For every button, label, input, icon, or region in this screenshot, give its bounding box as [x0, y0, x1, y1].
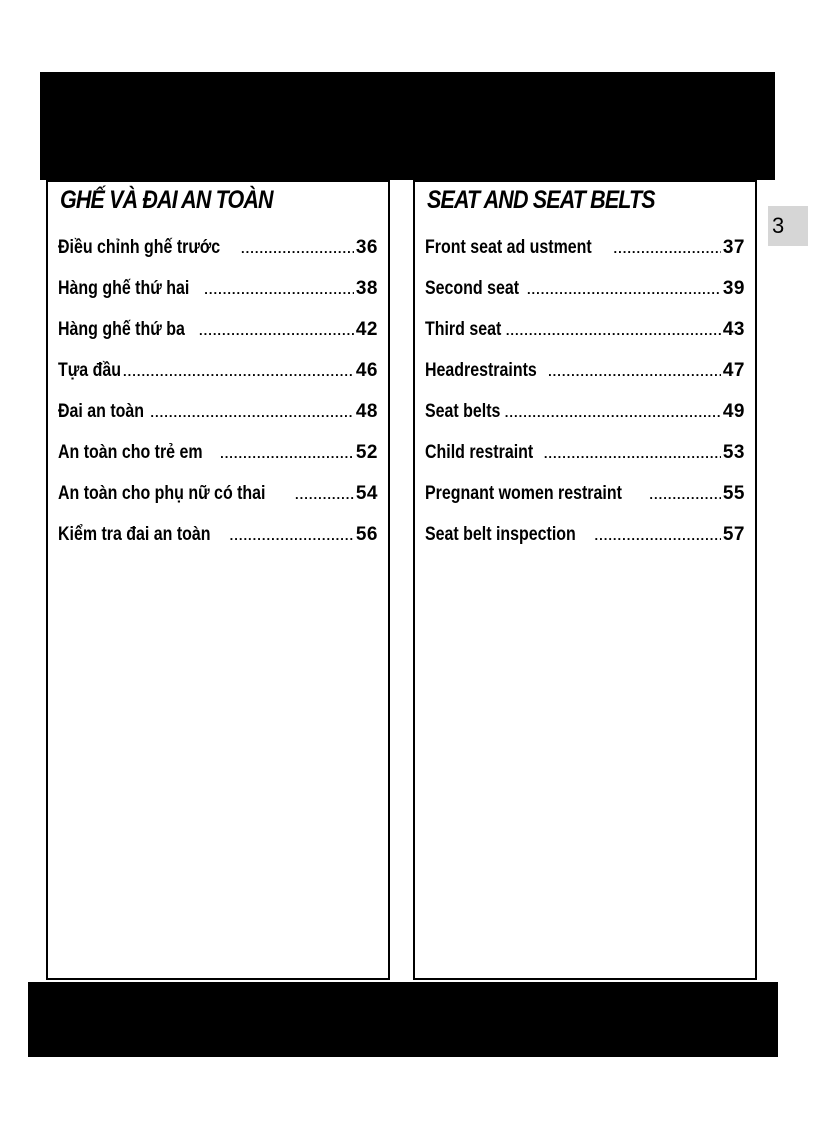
toc-entry[interactable]: [48, 483, 388, 524]
toc-leader-dots: [594, 528, 720, 543]
toc-entry-page: 55: [722, 483, 745, 504]
toc-entry-page: 43: [722, 319, 745, 340]
toc-entry-page: 48: [355, 401, 378, 422]
toc-entry[interactable]: [415, 524, 755, 565]
footer-bar: [28, 982, 778, 1057]
toc-leader-dots: [506, 323, 721, 338]
toc-entry-label: Seat belt inspection: [425, 524, 576, 545]
toc-leader-dots: [230, 528, 354, 543]
column-header-block: [48, 102, 388, 182]
toc-entry[interactable]: [415, 237, 755, 278]
toc-entry-page: 53: [722, 442, 745, 463]
toc-entry-label: An toàn cho phụ nữ có thai: [58, 483, 266, 504]
toc-entry-label: Kiểm tra đai an toàn: [58, 524, 211, 545]
toc-column-english: [413, 100, 757, 980]
toc-entry[interactable]: [415, 483, 755, 524]
toc-entry[interactable]: [415, 278, 755, 319]
toc-column-vietnamese: [46, 100, 390, 980]
toc-entry-label: Headrestraints: [425, 360, 537, 381]
toc-entry-page: 54: [355, 483, 378, 504]
toc-entry-label: Child restraint: [425, 442, 534, 463]
toc-leader-dots: [649, 487, 720, 502]
toc-list-english: [415, 237, 755, 565]
toc-entry-page: 39: [722, 278, 745, 299]
toc-entry[interactable]: [48, 278, 388, 319]
toc-leader-dots: [295, 487, 354, 502]
toc-leader-dots: [150, 405, 353, 420]
toc-entry-page: 37: [722, 237, 745, 258]
toc-leader-dots: [241, 241, 354, 256]
toc-entry-label: Second seat: [425, 278, 520, 299]
toc-entry[interactable]: [415, 442, 755, 483]
toc-entry-page: 56: [355, 524, 378, 545]
toc-entry[interactable]: [48, 319, 388, 360]
toc-entry-page: 38: [355, 278, 378, 299]
toc-entry-page: 42: [355, 319, 378, 340]
toc-leader-dots: [199, 323, 354, 338]
toc-entry-label: An toàn cho trẻ em: [58, 442, 203, 463]
toc-entry[interactable]: [415, 360, 755, 401]
toc-entry[interactable]: [48, 237, 388, 278]
toc-list-vietnamese: [48, 237, 388, 565]
toc-entry[interactable]: [415, 401, 755, 442]
toc-leader-dots: [527, 282, 721, 297]
section-title-vietnamese: GHẾ VÀ ĐAI AN TOÀN: [60, 186, 273, 214]
chapter-tab: 3: [768, 206, 808, 246]
toc-entry-label: Front seat ad ustment: [425, 237, 592, 258]
toc-leader-dots: [505, 405, 721, 420]
toc-entry-label: Hàng ghế thứ hai: [58, 278, 190, 299]
section-title-english: SEAT AND SEAT BELTS: [427, 186, 655, 214]
toc-entry[interactable]: [48, 401, 388, 442]
toc-leader-dots: [220, 446, 354, 461]
toc-entry-page: 47: [722, 360, 745, 381]
toc-entry-label: Tựa đầu: [58, 360, 121, 381]
toc-entry-page: 46: [355, 360, 378, 381]
toc-entry-page: 52: [355, 442, 378, 463]
toc-entry-page: 57: [722, 524, 745, 545]
toc-leader-dots: [613, 241, 720, 256]
toc-entry[interactable]: [415, 319, 755, 360]
toc-leader-dots: [123, 364, 354, 379]
column-header-block: [415, 102, 755, 182]
toc-leader-dots: [204, 282, 354, 297]
toc-entry-label: Pregnant women restraint: [425, 483, 622, 504]
toc-entry-label: Đai an toàn: [58, 401, 145, 422]
toc-entry-label: Third seat: [425, 319, 502, 340]
toc-entry[interactable]: [48, 442, 388, 483]
toc-entry-label: Seat belts: [425, 401, 501, 422]
toc-entry-page: 49: [722, 401, 745, 422]
toc-leader-dots: [548, 364, 721, 379]
toc-entry[interactable]: [48, 524, 388, 565]
toc-entry-label: Hàng ghế thứ ba: [58, 319, 185, 340]
toc-entry-page: 36: [355, 237, 378, 258]
toc-entry-label: Điều chỉnh ghế trước: [58, 237, 221, 258]
toc-leader-dots: [544, 446, 721, 461]
toc-entry[interactable]: [48, 360, 388, 401]
